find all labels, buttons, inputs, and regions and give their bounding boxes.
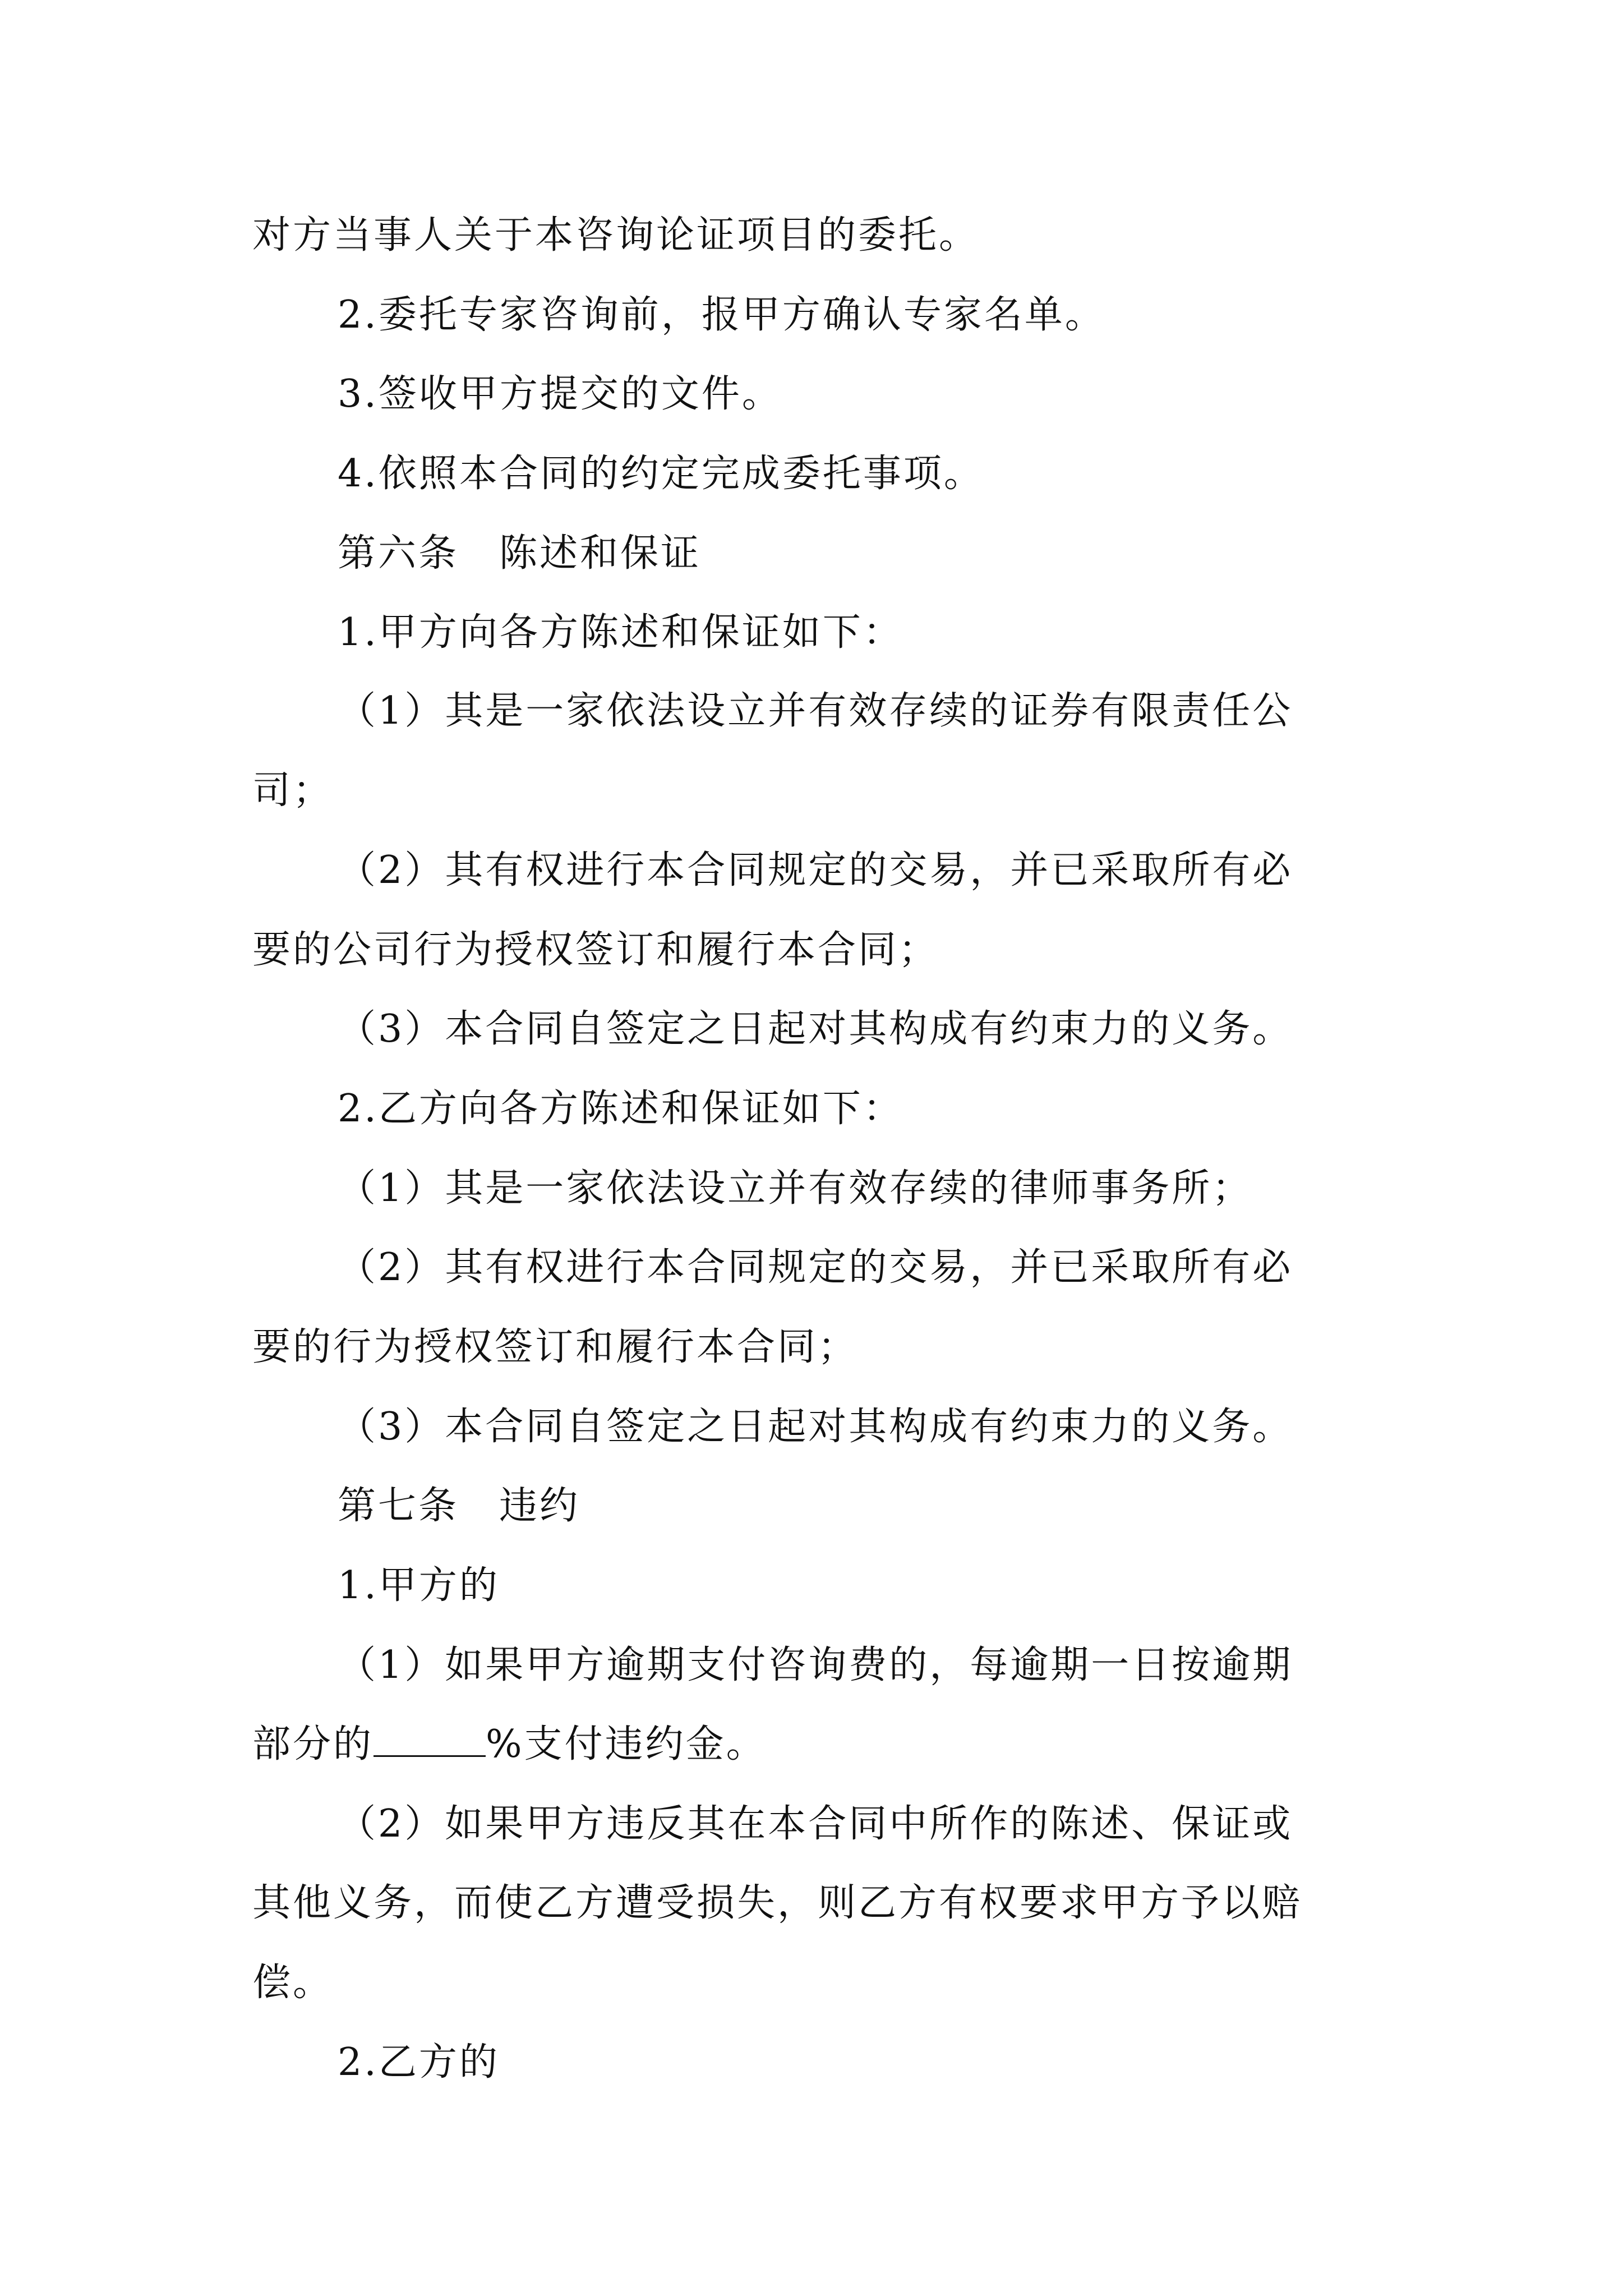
paragraph-line: 偿。 — [252, 1961, 334, 2005]
section-heading: 第六条 陈述和保证 — [338, 531, 702, 576]
paragraph-line: 2.乙方向各方陈述和保证如下： — [338, 1087, 903, 1131]
paragraph-line: （1）其是一家依法设立并有效存续的证券有限责任公 — [338, 689, 1293, 733]
paragraph-line: 1.甲方的 — [338, 1563, 500, 1608]
paragraph-line: （1）其是一家依法设立并有效存续的律师事务所； — [338, 1166, 1253, 1211]
paragraph-line-with-blank — [252, 1719, 1396, 1770]
paragraph-line: 要的行为授权签订和履行本合同； — [252, 1325, 859, 1369]
paragraph-line: 对方当事人关于本咨询论证项目的委托。 — [252, 213, 980, 257]
paragraph-line: （3）本合同自签定之日起对其构成有约束力的义务。 — [338, 1405, 1293, 1449]
paragraph-line: （2）其有权进行本合同规定的交易，并已采取所有必 — [338, 1245, 1293, 1290]
paragraph-line: 4.依照本合同的约定完成委托事项。 — [338, 452, 984, 496]
paragraph-line: 其他义务，而使乙方遭受损失，则乙方有权要求甲方予以赔 — [252, 1881, 1303, 1925]
paragraph-line: （2）如果甲方违反其在本合同中所作的陈述、保证或 — [338, 1802, 1293, 1846]
paragraph-line: 1.甲方向各方陈述和保证如下： — [338, 610, 903, 655]
fill-in-blank — [374, 1719, 486, 1757]
paragraph-line: 2.委托专家咨询前，报甲方确认专家名单。 — [338, 293, 1105, 337]
text-segment: %支付违约金。 — [486, 1722, 767, 1766]
section-heading: 第七条 违约 — [338, 1484, 580, 1528]
paragraph-line: 司； — [252, 769, 334, 813]
paragraph-line: （2）其有权进行本合同规定的交易，并已采取所有必 — [338, 848, 1293, 892]
paragraph-line: （1）如果甲方逾期支付咨询费的，每逾期一日按逾期 — [338, 1643, 1293, 1687]
paragraph-line: 要的公司行为授权签订和履行本合同； — [252, 928, 939, 972]
paragraph-line: 3.签收甲方提交的文件。 — [338, 372, 782, 416]
paragraph-line: 2.乙方的 — [338, 2040, 500, 2085]
paragraph-line: （3）本合同自签定之日起对其构成有约束力的义务。 — [338, 1007, 1293, 1051]
text-segment: 部分的 — [252, 1722, 374, 1766]
